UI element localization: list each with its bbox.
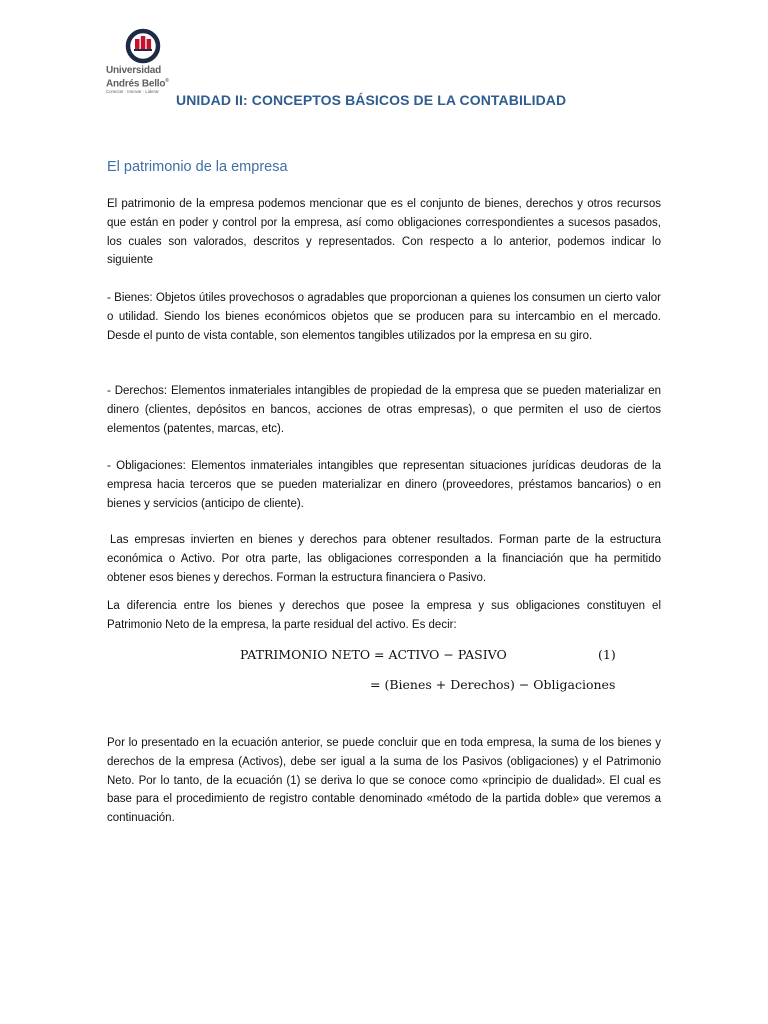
paragraph-intro: El patrimonio de la empresa podemos mencionar que es el conjunto de bienes, derechos y otros recursos que están en poder y control por la empresa, así como obligaciones correspondientes a sucesos pasados, los cuales son valorados, descritos y representados. Con respecto a lo anterior, podemos indicar lo siguiente: [107, 198, 661, 267]
university-logo: [106, 26, 182, 96]
paragraph-obligaciones: - Obligaciones: Elementos inmateriales intangibles que representan situaciones jurídicas deudoras de la empresa hacia terceros que se pueden materializar en dinero (proveedores, préstamos bancarios) o en bienes y servicios (anticipo de cliente).: [107, 460, 661, 510]
logo-tagline: Conectar · Innovar · Liderar: [106, 89, 159, 95]
logo-line-2: Andrés Bello®: [106, 78, 169, 90]
paragraph-diferencia: La diferencia entre los bienes y derechos que posee la empresa y sus obligaciones constituyen el Patrimonio Neto de la empresa, la parte residual del activo. Es decir:: [107, 600, 661, 631]
equation-line-2: = (Bienes + Derechos) − Obligaciones: [370, 677, 616, 692]
section-title: El patrimonio de la empresa: [107, 159, 288, 175]
equation-number: (1): [598, 647, 616, 662]
paragraph-estructura: Las empresas invierten en bienes y derechos para obtener resultados. Forman parte de la estructura económica o Activo. Por otra parte, las obligaciones corresponden a la financiación que ha permitido obtener esos bienes y derechos. Forman la estructura financiera o Pasivo.: [107, 534, 661, 584]
logo-line-1: Universidad: [106, 65, 162, 76]
equation-line-1: PATRIMONIO NETO = ACTIVO − PASIVO: [240, 647, 507, 662]
unit-title: UNIDAD II: CONCEPTOS BÁSICOS DE LA CONTABILIDAD: [176, 92, 567, 108]
paragraph-conclusion: Por lo presentado en la ecuación anterior, se puede concluir que en toda empresa, la suma de los bienes y derechos de la empresa (Activos), debe ser igual a la suma de los Pasivos (obligaciones) y el Patrimonio Neto. Por lo tanto, de la ecuación (1) se deriva lo que se conoce como «principio de dualidad». El cual es base para el procedimiento de registro contable denominado «método de la partida doble» que veremos a continuación.: [107, 737, 661, 825]
paragraph-bienes: - Bienes: Objetos útiles provechosos o agradables que proporcionan a quienes los consumen un cierto valor o utilidad. Siendo los bienes económicos objetos que se producen para su intercambio en el mercado. Desde el punto de vista contable, son elementos tangibles utilizados por la empresa en su giro.: [107, 292, 661, 342]
paragraph-derechos: - Derechos: Elementos inmateriales intangibles de propiedad de la empresa que se pueden materializar en dinero (clientes, depósitos en bancos, acciones de otras empresas), o que permiten el uso de ciertos elementos (patentes, marcas, etc).: [107, 385, 661, 435]
university-crest-icon: [123, 28, 163, 64]
